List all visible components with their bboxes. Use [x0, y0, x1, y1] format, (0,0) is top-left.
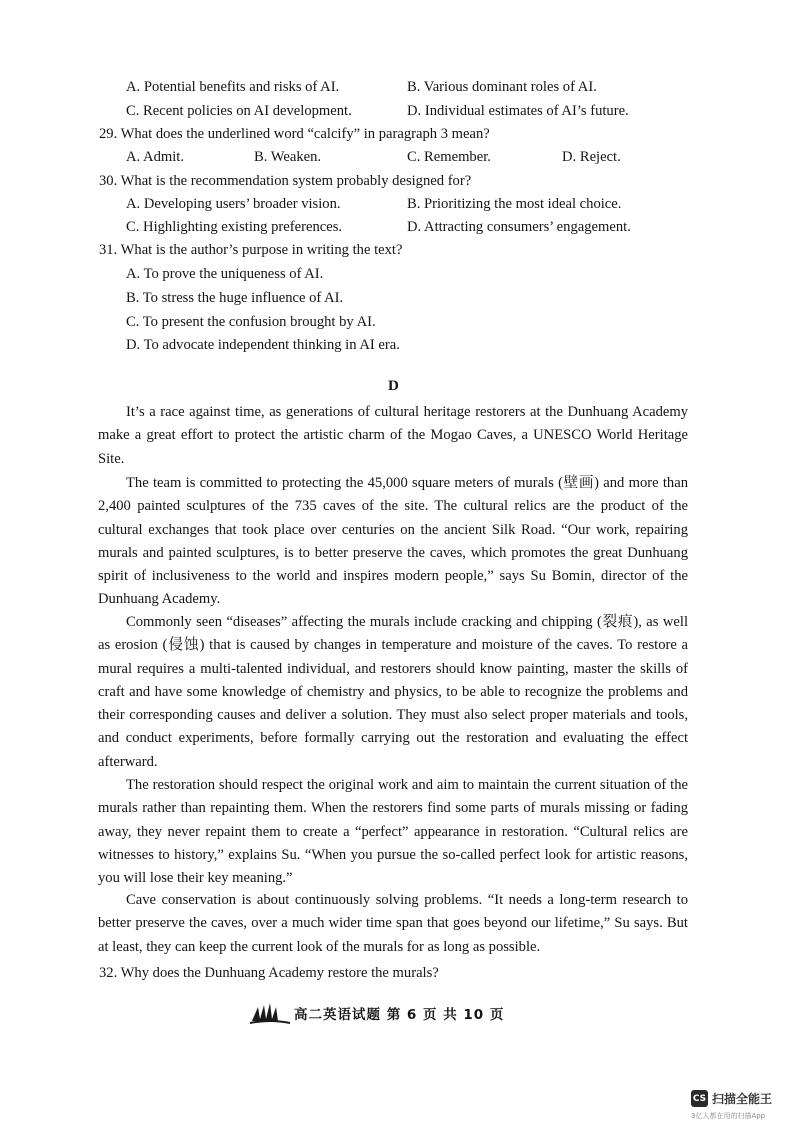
scanner-tagline: 3亿人都在用的扫描App: [691, 1112, 766, 1120]
passage-paragraph-5: Cave conservation is about continuously solving problems. “It needs a long-term research to better preserve the caves, over a much wider time span that goes beyond our lifetime,” Su says. But at least, they can keep the current look of the murals for as long as possible.: [98, 892, 688, 955]
q31-option-d: D. To advocate independent thinking in AI era.: [126, 337, 400, 353]
passage-paragraph-2: The team is committed to protecting the 45,000 square meters of murals (壁画) and more than 2,400 painted sculptures of the 735 caves of the site. The cultural relics are the product of the cultural exchanges that took place over centuries on the ancient Silk Road. “Our work, repairing murals and painted sculptures, is to better preserve the caves, which promotes the great Dunhuang spirit of inclusiveness to the world and inspires modern people,” says Su Bomin, director of the Dunhuang Academy.: [98, 475, 688, 608]
q32-stem: 32. Why does the Dunhuang Academy restore the murals?: [99, 965, 439, 981]
page-number-text: 高二英语试题 第 6 页 共 10 页: [294, 1007, 505, 1023]
camscanner-logo-icon: CS: [691, 1090, 708, 1107]
q28-option-a: A. Potential benefits and risks of AI.: [126, 79, 340, 95]
page-footer: [250, 1000, 504, 1026]
q30-option-b: B. Prioritizing the most ideal choice.: [407, 196, 622, 212]
scanner-app-name: 扫描全能王: [712, 1092, 773, 1106]
q28-option-c: C. Recent policies on AI development.: [126, 103, 352, 119]
q31-stem: 31. What is the author’s purpose in writing the text?: [99, 242, 403, 258]
q29-option-b: B. Weaken.: [254, 149, 322, 165]
q30-option-c: C. Highlighting existing preferences.: [126, 219, 343, 235]
scanner-watermark: [691, 1090, 772, 1107]
q29-option-d: D. Reject.: [562, 149, 621, 165]
q31-option-c: C. To present the confusion brought by AI.: [126, 314, 376, 330]
q30-option-d: D. Attracting consumers’ engagement.: [407, 219, 631, 235]
section-d-heading: D: [388, 378, 399, 394]
school-logo-icon: [250, 1001, 290, 1025]
q31-option-b: B. To stress the huge influence of AI.: [126, 290, 344, 306]
passage-paragraph-1: It’s a race against time, as generations of cultural heritage restorers at the Dunhuang Academy make a great effort to protect the artistic charm of the Mogao Caves, a UNESCO World Heritage Site.: [98, 404, 688, 467]
passage-paragraph-3: Commonly seen “diseases” affecting the murals include cracking and chipping (裂痕), as well as erosion (侵蚀) that is caused by changes in temperature and moisture of the caves. To restore a mural requires a multi-talented individual, and restorers should know painting, master the skills of craft and have some knowledge of chemistry and physics, to be able to recognize the problems and their corresponding causes and deliver a solution. They must also select proper materials and tools, and conduct experiments, before formally carrying out the restoration and evaluating the effect afterward.: [98, 614, 688, 770]
q28-option-d: D. Individual estimates of AI’s future.: [407, 103, 629, 119]
q30-option-a: A. Developing users’ broader vision.: [126, 196, 341, 212]
passage-paragraph-4: The restoration should respect the original work and aim to maintain the current situation of the murals rather than repainting them. When the restorers find some parts of murals missing or fading away, they never repaint them to create a “perfect” appearance in restoration. “Cultural relics are witnesses to history,” explains Su. “When you pursue the so-called perfect look for artistic reasons, you will lose their key meaning.”: [98, 777, 688, 887]
q29-option-c: C. Remember.: [407, 149, 491, 165]
q29-stem: 29. What does the underlined word “calcify” in paragraph 3 mean?: [99, 126, 490, 142]
q29-option-a: A. Admit.: [126, 149, 184, 165]
q30-stem: 30. What is the recommendation system probably designed for?: [99, 173, 472, 189]
q31-option-a: A. To prove the uniqueness of AI.: [126, 266, 324, 282]
q28-option-b: B. Various dominant roles of AI.: [407, 79, 597, 95]
